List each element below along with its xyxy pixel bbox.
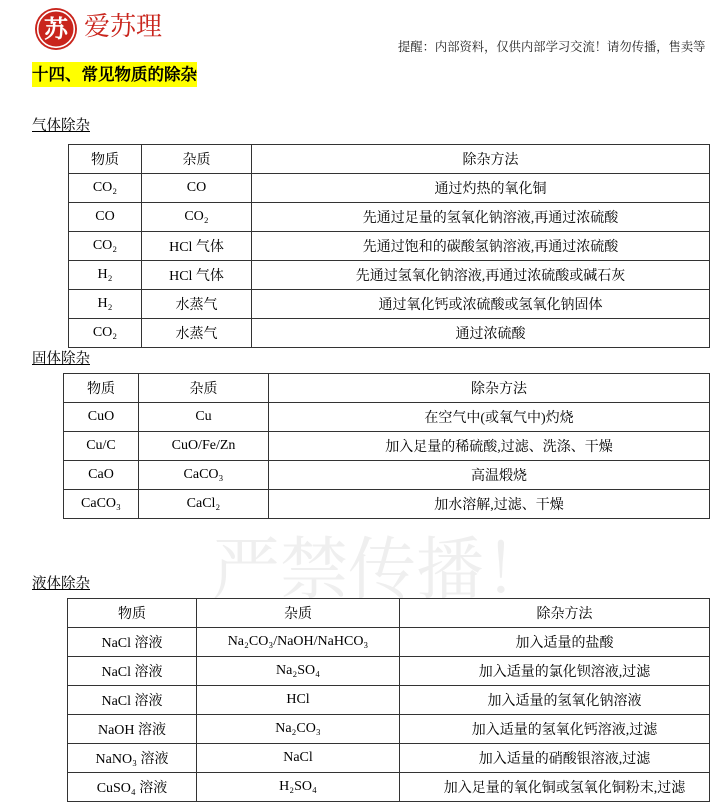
cell-method: 加入适量的硝酸银溶液,过滤 (400, 744, 710, 773)
table-row (68, 628, 710, 657)
table-row (68, 773, 710, 802)
cell-method: 通过氧化钙或浓硫酸或氢氧化钠固体 (252, 290, 710, 319)
cell-method: 加入足量的稀硫酸,过滤、洗涤、干燥 (269, 432, 710, 461)
table-row (69, 261, 710, 290)
gas-impurity-table (68, 144, 710, 348)
watermark: 严禁传播！ (212, 532, 553, 608)
column-header-substance: 物质 (69, 145, 142, 174)
cell-substance: CaCO₃ (64, 490, 139, 519)
column-header-method: 除杂方法 (252, 145, 710, 174)
cell-impurity: 水蒸气 (142, 290, 252, 319)
cell-method: 加入适量的盐酸 (400, 628, 710, 657)
page-title: 十四、常见物质的除杂 (32, 62, 197, 87)
cell-substance: CuSO₄ 溶液 (68, 773, 197, 802)
section-heading-solid: 固体除杂 (32, 351, 90, 367)
cell-impurity: CaCl₂ (139, 490, 269, 519)
cell-method: 先通过氢氧化钠溶液,再通过浓硫酸或碱石灰 (252, 261, 710, 290)
table-header-row (68, 599, 710, 628)
cell-method: 先通过饱和的碳酸氢钠溶液,再通过浓硫酸 (252, 232, 710, 261)
table-row (69, 203, 710, 232)
cell-substance: CaO (64, 461, 139, 490)
table-header-row (69, 145, 710, 174)
cell-substance: NaCl 溶液 (68, 657, 197, 686)
table-row (69, 290, 710, 319)
cell-method: 高温煅烧 (269, 461, 710, 490)
cell-impurity: HCl (197, 686, 400, 715)
cell-impurity: CuO/Fe/Zn (139, 432, 269, 461)
column-header-substance: 物质 (64, 374, 139, 403)
table-row (64, 490, 710, 519)
column-header-method: 除杂方法 (269, 374, 710, 403)
cell-method: 先通过足量的氢氧化钠溶液,再通过浓硫酸 (252, 203, 710, 232)
table-row (68, 686, 710, 715)
table-row (69, 174, 710, 203)
cell-method: 通过灼热的氧化铜 (252, 174, 710, 203)
cell-impurity: CO₂ (142, 203, 252, 232)
cell-impurity: Cu (139, 403, 269, 432)
cell-impurity: 水蒸气 (142, 319, 252, 348)
cell-impurity: Na₂SO₄ (197, 657, 400, 686)
cell-method: 加入适量的氢氧化钙溶液,过滤 (400, 715, 710, 744)
solid-impurity-table (63, 373, 710, 519)
column-header-substance: 物质 (68, 599, 197, 628)
section-heading-liquid: 液体除杂 (32, 576, 90, 592)
cell-method: 加入适量的氢氧化钠溶液 (400, 686, 710, 715)
table-row (68, 715, 710, 744)
liquid-impurity-table (67, 598, 710, 802)
logo-glyph: 苏 (44, 15, 68, 43)
cell-impurity: HCl 气体 (142, 261, 252, 290)
cell-substance: H₂ (69, 290, 142, 319)
column-header-method: 除杂方法 (400, 599, 710, 628)
table-row (64, 403, 710, 432)
table-row (68, 657, 710, 686)
column-header-impurity: 杂质 (142, 145, 252, 174)
table-row (69, 232, 710, 261)
cell-impurity: CO (142, 174, 252, 203)
logo-icon (34, 7, 78, 51)
brand-logo (0, 0, 180, 56)
cell-substance: NaOH 溶液 (68, 715, 197, 744)
table-row (69, 319, 710, 348)
cell-impurity: H₂SO₄ (197, 773, 400, 802)
brand-name: 爱苏理 (84, 12, 163, 42)
cell-impurity: Na₂CO₃/NaOH/NaHCO₃ (197, 628, 400, 657)
cell-substance: CO₂ (69, 174, 142, 203)
cell-method: 加入适量的氯化钡溶液,过滤 (400, 657, 710, 686)
cell-substance: CO₂ (69, 319, 142, 348)
notice-text: 提醒：内部资料，仅供内部学习交流！请勿传播，售卖等 (398, 40, 706, 54)
cell-impurity: HCl 气体 (142, 232, 252, 261)
section-heading-gas: 气体除杂 (32, 118, 90, 134)
cell-substance: Cu/C (64, 432, 139, 461)
cell-impurity: NaCl (197, 744, 400, 773)
cell-method: 加入足量的氧化铜或氢氧化铜粉末,过滤 (400, 773, 710, 802)
cell-substance: CuO (64, 403, 139, 432)
cell-substance: NaNO₃ 溶液 (68, 744, 197, 773)
cell-method: 加水溶解,过滤、干燥 (269, 490, 710, 519)
cell-method: 在空气中(或氧气中)灼烧 (269, 403, 710, 432)
column-header-impurity: 杂质 (197, 599, 400, 628)
cell-substance: NaCl 溶液 (68, 686, 197, 715)
cell-substance: CO₂ (69, 232, 142, 261)
table-header-row (64, 374, 710, 403)
table-row (68, 744, 710, 773)
cell-substance: H₂ (69, 261, 142, 290)
cell-impurity: CaCO₃ (139, 461, 269, 490)
cell-method: 通过浓硫酸 (252, 319, 710, 348)
table-row (64, 461, 710, 490)
table-row (64, 432, 710, 461)
cell-substance: CO (69, 203, 142, 232)
column-header-impurity: 杂质 (139, 374, 269, 403)
cell-substance: NaCl 溶液 (68, 628, 197, 657)
cell-impurity: Na₂CO₃ (197, 715, 400, 744)
